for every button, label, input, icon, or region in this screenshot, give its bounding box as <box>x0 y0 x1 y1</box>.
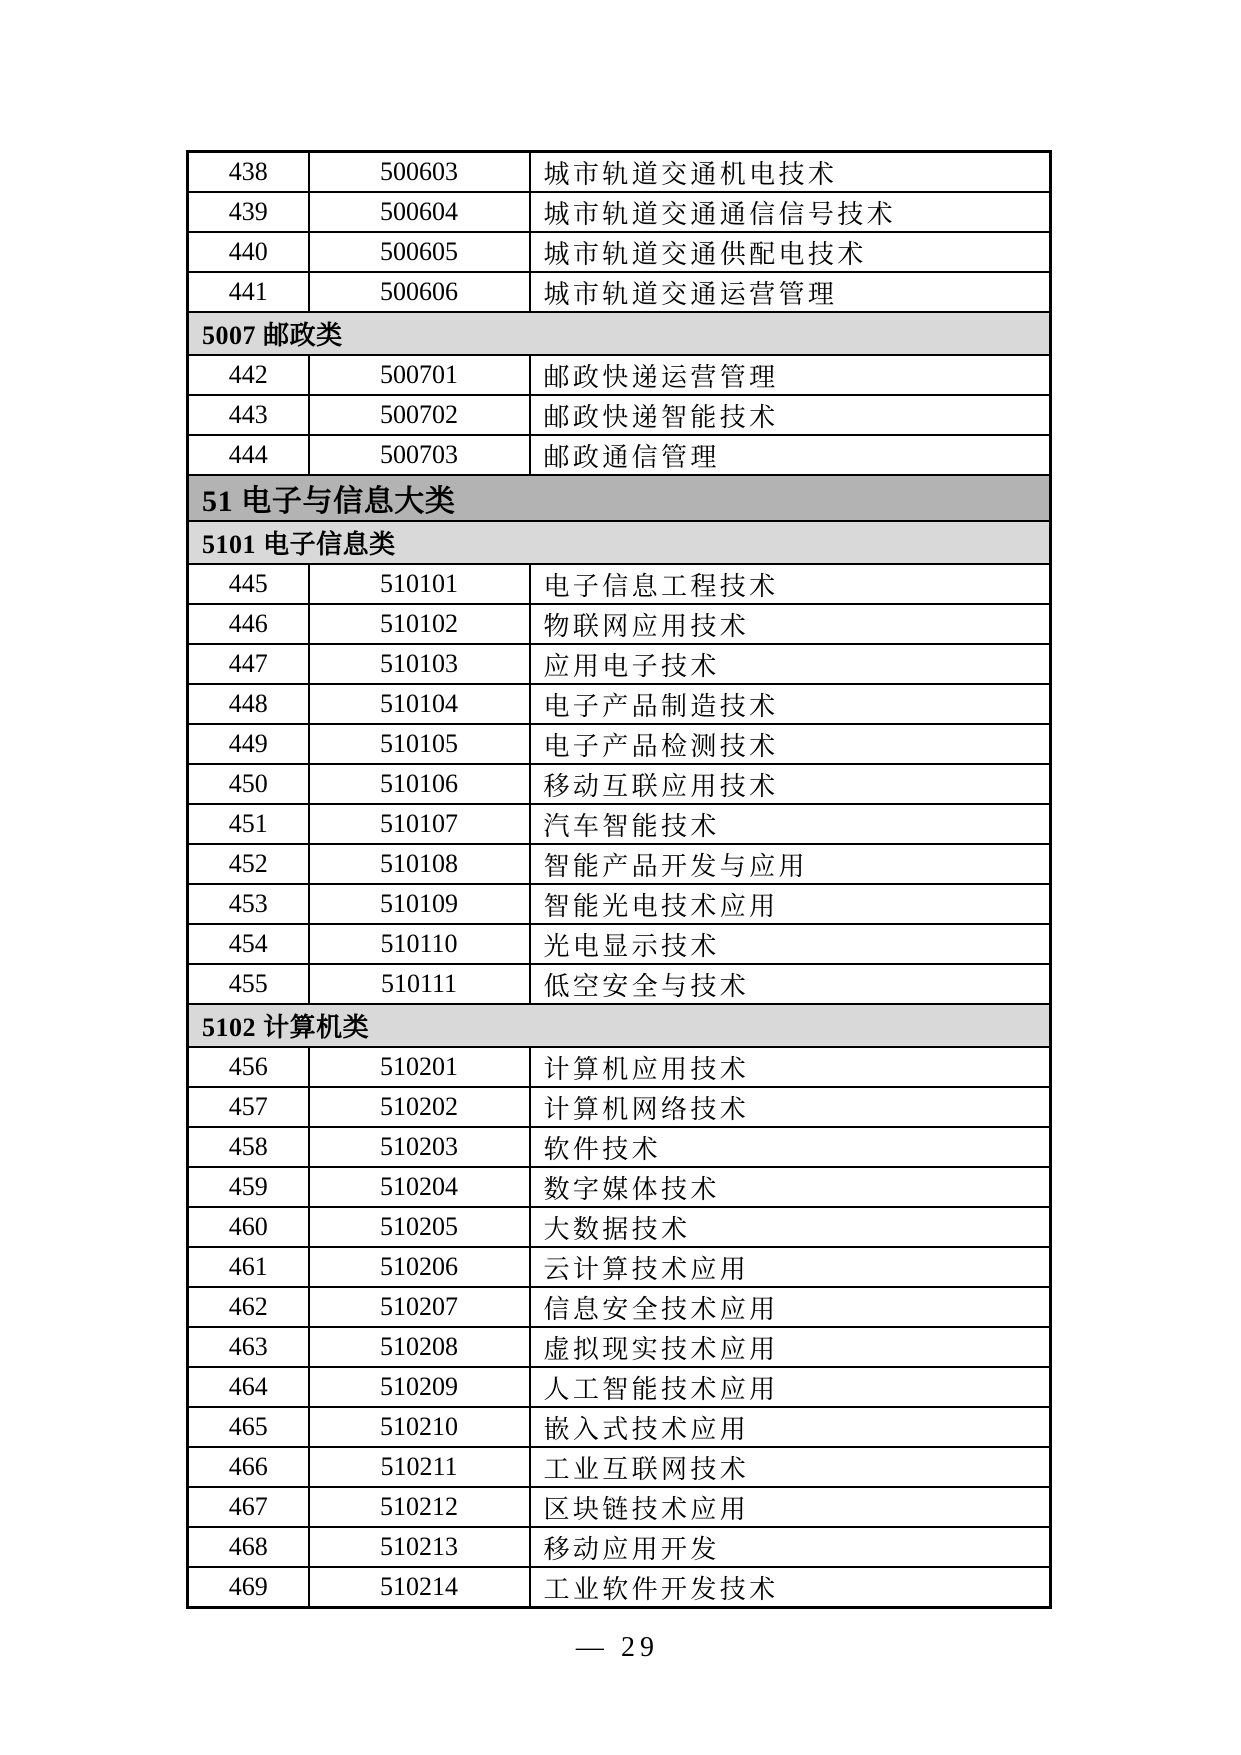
table-row <box>188 924 1051 964</box>
sequence-cell: 445 <box>188 564 309 604</box>
major-code-cell: 510208 <box>309 1327 530 1367</box>
subcategory-header-row <box>188 1004 1051 1047</box>
major-code-cell: 500605 <box>309 232 530 272</box>
sequence-cell: 453 <box>188 884 309 924</box>
sequence-cell: 450 <box>188 764 309 804</box>
major-code-cell: 510204 <box>309 1167 530 1207</box>
major-name-cell: 数字媒体技术 <box>530 1167 1051 1207</box>
major-name-cell: 低空安全与技术 <box>530 964 1051 1004</box>
major-code-cell: 510212 <box>309 1487 530 1527</box>
major-code-cell: 500703 <box>309 435 530 475</box>
sequence-cell: 463 <box>188 1327 309 1367</box>
sequence-cell: 439 <box>188 192 309 232</box>
sequence-cell: 454 <box>188 924 309 964</box>
table-row <box>188 192 1051 232</box>
major-code-cell: 500604 <box>309 192 530 232</box>
table-row <box>188 1167 1051 1207</box>
sequence-cell: 443 <box>188 395 309 435</box>
major-name-cell: 电子产品检测技术 <box>530 724 1051 764</box>
sequence-cell: 440 <box>188 232 309 272</box>
major-code-cell: 500701 <box>309 355 530 395</box>
table-row <box>188 395 1051 435</box>
table-row <box>188 1087 1051 1127</box>
table-row <box>188 152 1051 193</box>
sequence-cell: 455 <box>188 964 309 1004</box>
sequence-cell: 468 <box>188 1527 309 1567</box>
major-code-cell: 510107 <box>309 804 530 844</box>
major-code-cell: 500606 <box>309 272 530 312</box>
table-row <box>188 564 1051 604</box>
section-header-label: 5101 电子信息类 <box>188 521 1051 564</box>
sequence-cell: 438 <box>188 152 309 193</box>
table-row <box>188 804 1051 844</box>
sequence-cell: 465 <box>188 1407 309 1447</box>
sequence-cell: 462 <box>188 1287 309 1327</box>
table-row <box>188 435 1051 475</box>
table-row <box>188 355 1051 395</box>
major-name-cell: 信息安全技术应用 <box>530 1287 1051 1327</box>
sequence-cell: 469 <box>188 1567 309 1608</box>
table-row <box>188 884 1051 924</box>
category-header-row <box>188 475 1051 521</box>
major-name-cell: 邮政快递运营管理 <box>530 355 1051 395</box>
major-name-cell: 电子产品制造技术 <box>530 684 1051 724</box>
major-name-cell: 电子信息工程技术 <box>530 564 1051 604</box>
major-codes-table <box>186 150 1052 1609</box>
major-code-cell: 510105 <box>309 724 530 764</box>
table-row <box>188 232 1051 272</box>
major-name-cell: 应用电子技术 <box>530 644 1051 684</box>
major-name-cell: 计算机应用技术 <box>530 1047 1051 1087</box>
sequence-cell: 456 <box>188 1047 309 1087</box>
major-name-cell: 虚拟现实技术应用 <box>530 1327 1051 1367</box>
major-code-cell: 510109 <box>309 884 530 924</box>
major-code-cell: 510103 <box>309 644 530 684</box>
sequence-cell: 442 <box>188 355 309 395</box>
major-code-cell: 510206 <box>309 1247 530 1287</box>
major-name-cell: 云计算技术应用 <box>530 1247 1051 1287</box>
major-name-cell: 光电显示技术 <box>530 924 1051 964</box>
major-name-cell: 人工智能技术应用 <box>530 1367 1051 1407</box>
table-row <box>188 1407 1051 1447</box>
table-row <box>188 1487 1051 1527</box>
major-name-cell: 大数据技术 <box>530 1207 1051 1247</box>
section-header-label: 5102 计算机类 <box>188 1004 1051 1047</box>
subcategory-header-row <box>188 312 1051 355</box>
sequence-cell: 447 <box>188 644 309 684</box>
sequence-cell: 461 <box>188 1247 309 1287</box>
major-codes-table-body <box>188 152 1051 1608</box>
major-code-cell: 510101 <box>309 564 530 604</box>
table-row <box>188 1447 1051 1487</box>
major-code-cell: 510108 <box>309 844 530 884</box>
table-row <box>188 272 1051 312</box>
major-code-cell: 510203 <box>309 1127 530 1167</box>
sequence-cell: 460 <box>188 1207 309 1247</box>
major-code-cell: 510209 <box>309 1367 530 1407</box>
major-code-cell: 510207 <box>309 1287 530 1327</box>
major-code-cell: 510110 <box>309 924 530 964</box>
table-row <box>188 604 1051 644</box>
major-code-cell: 510111 <box>309 964 530 1004</box>
table-row <box>188 1567 1051 1608</box>
table-row <box>188 1047 1051 1087</box>
major-name-cell: 城市轨道交通供配电技术 <box>530 232 1051 272</box>
table-row <box>188 1327 1051 1367</box>
major-code-cell: 510102 <box>309 604 530 644</box>
major-code-cell: 510201 <box>309 1047 530 1087</box>
major-name-cell: 智能产品开发与应用 <box>530 844 1051 884</box>
major-code-cell: 510210 <box>309 1407 530 1447</box>
table-row <box>188 644 1051 684</box>
sequence-cell: 466 <box>188 1447 309 1487</box>
sequence-cell: 441 <box>188 272 309 312</box>
sequence-cell: 458 <box>188 1127 309 1167</box>
table-row <box>188 764 1051 804</box>
table-row <box>188 964 1051 1004</box>
major-name-cell: 工业软件开发技术 <box>530 1567 1051 1608</box>
major-name-cell: 移动应用开发 <box>530 1527 1051 1567</box>
major-code-cell: 510104 <box>309 684 530 724</box>
major-code-cell: 500603 <box>309 152 530 193</box>
major-name-cell: 物联网应用技术 <box>530 604 1051 644</box>
sequence-cell: 467 <box>188 1487 309 1527</box>
major-name-cell: 城市轨道交通机电技术 <box>530 152 1051 193</box>
subcategory-header-row <box>188 521 1051 564</box>
table-row <box>188 1287 1051 1327</box>
major-name-cell: 工业互联网技术 <box>530 1447 1051 1487</box>
major-name-cell: 软件技术 <box>530 1127 1051 1167</box>
sequence-cell: 448 <box>188 684 309 724</box>
sequence-cell: 451 <box>188 804 309 844</box>
table-row <box>188 1127 1051 1167</box>
table-row <box>188 1247 1051 1287</box>
major-name-cell: 计算机网络技术 <box>530 1087 1051 1127</box>
sequence-cell: 446 <box>188 604 309 644</box>
table-row <box>188 724 1051 764</box>
sequence-cell: 464 <box>188 1367 309 1407</box>
table-row <box>188 1527 1051 1567</box>
major-name-cell: 嵌入式技术应用 <box>530 1407 1051 1447</box>
page-number: — 29 <box>575 1632 660 1663</box>
major-name-cell: 邮政快递智能技术 <box>530 395 1051 435</box>
sequence-cell: 452 <box>188 844 309 884</box>
table-row <box>188 684 1051 724</box>
major-code-cell: 510205 <box>309 1207 530 1247</box>
table-row <box>188 844 1051 884</box>
major-code-cell: 500702 <box>309 395 530 435</box>
major-name-cell: 城市轨道交通通信信号技术 <box>530 192 1051 232</box>
major-code-cell: 510214 <box>309 1567 530 1608</box>
major-code-cell: 510202 <box>309 1087 530 1127</box>
major-name-cell: 智能光电技术应用 <box>530 884 1051 924</box>
table-row <box>188 1207 1051 1247</box>
major-code-cell: 510213 <box>309 1527 530 1567</box>
major-name-cell: 汽车智能技术 <box>530 804 1051 844</box>
sequence-cell: 444 <box>188 435 309 475</box>
major-code-cell: 510106 <box>309 764 530 804</box>
section-header-label: 5007 邮政类 <box>188 312 1051 355</box>
major-code-cell: 510211 <box>309 1447 530 1487</box>
table-row <box>188 1367 1051 1407</box>
sequence-cell: 457 <box>188 1087 309 1127</box>
sequence-cell: 449 <box>188 724 309 764</box>
major-name-cell: 邮政通信管理 <box>530 435 1051 475</box>
major-name-cell: 区块链技术应用 <box>530 1487 1051 1527</box>
sequence-cell: 459 <box>188 1167 309 1207</box>
major-name-cell: 移动互联应用技术 <box>530 764 1051 804</box>
major-name-cell: 城市轨道交通运营管理 <box>530 272 1051 312</box>
section-header-label: 51 电子与信息大类 <box>188 475 1051 521</box>
